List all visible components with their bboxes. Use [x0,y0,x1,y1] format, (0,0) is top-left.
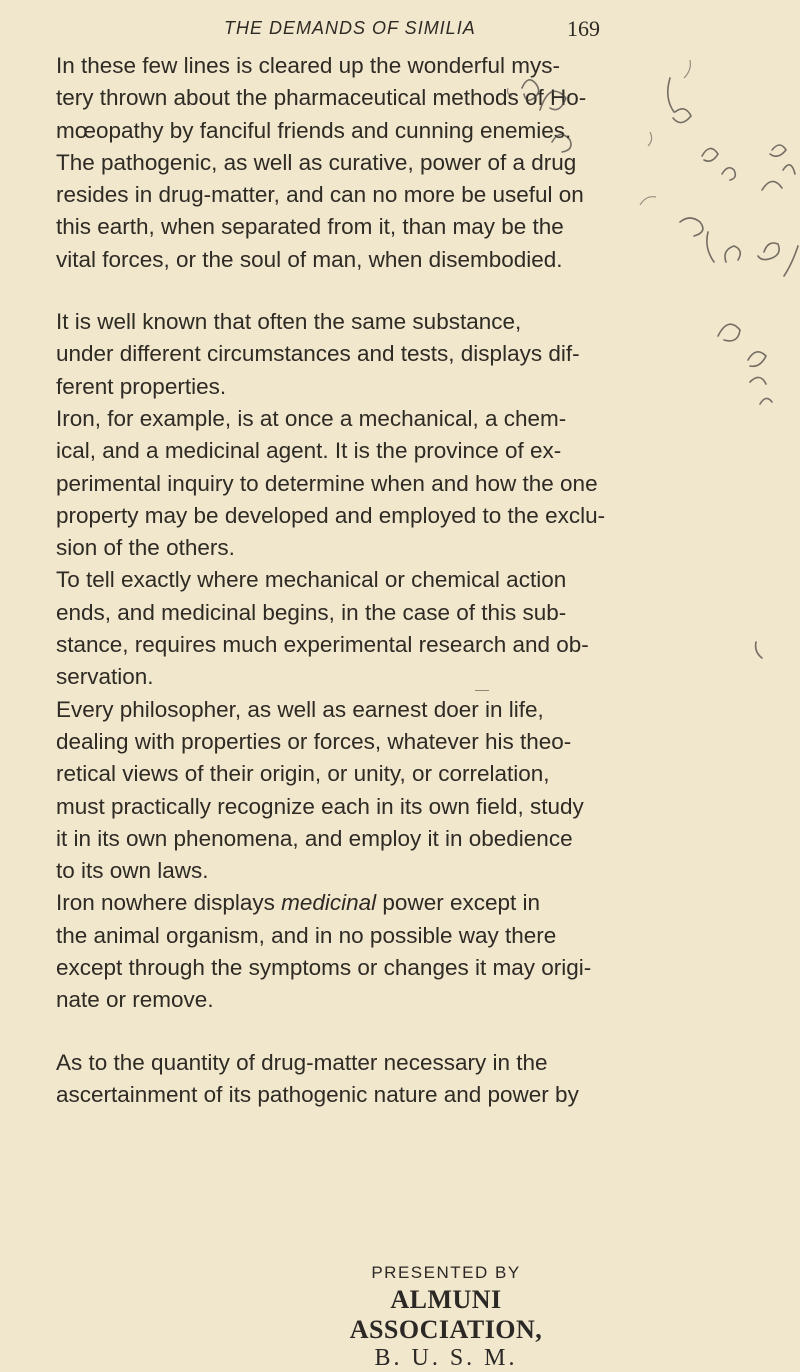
text-line: perimental inquiry to determine when and how the one [56,470,598,496]
text-line: must practically recognize each in its own field, study [56,793,584,819]
text-line: to its own laws. [56,858,209,884]
text-line: To tell exactly where mechanical or chemical action [56,567,567,593]
text-line: Iron, for example, is at once a mechanical, a chem- [56,405,567,431]
text-line: ascertainment of its pathogenic nature and power by [56,1081,579,1107]
running-head: THE DEMANDS OF SIMILIA [224,18,476,38]
text-line: servation. [56,664,154,690]
stamp-presented-by: PRESENTED BY [371,1263,521,1282]
body-text [56,50,768,1111]
stamp-initials: B. U. S. M. [374,1345,518,1371]
pencil-mark [475,690,489,691]
text-line: vital forces, or the soul of man, when disembodied. [56,246,563,272]
text-line: In these few lines is cleared up the wonderful mys- [56,53,560,78]
text-line: It is well known that often the same substance, [56,309,522,335]
text-line: The pathogenic, as well as curative, power of a drug [56,149,577,175]
stamp-association: ALMUNI ASSOCIATION, [349,1285,543,1344]
text-line: retical views of their origin, or unity, or correlation, [56,761,550,787]
text-line: it in its own phenomena, and employ it in obedience [56,825,573,851]
text-line: dealing with properties or forces, whatever his theo- [56,728,572,754]
text-line: tery thrown about the pharmaceutical methods of Ho- [56,85,587,111]
text-line: sion of the others. [56,535,235,561]
text-line: under different circumstances and tests, displays dif- [56,341,580,367]
text-line: Every philosopher, as well as earnest doer in life, [56,696,544,722]
text-line: stance, requires much experimental research and ob- [56,632,589,658]
text-line: mœopathy by fanciful friends and cunning enemies. [56,117,572,143]
text-line: the animal organism, and in no possible way there [56,922,557,948]
text-line: except through the symptoms or changes it may origi- [56,955,592,981]
italic-word: medicinal [281,890,377,916]
text-line: ical, and a medicinal agent. It is the province of ex- [56,438,562,464]
text-run: power except in [376,890,541,916]
text-line [56,887,768,919]
page-number: 169 [567,16,600,41]
text-line: ends, and medicinal begins, in the case of this sub- [56,599,567,625]
text-line: this earth, when separated from it, than may be the [56,214,564,240]
library-stamp [296,1263,596,1372]
text-line: As to the quantity of drug-matter necessary in the [56,1049,548,1075]
text-line: property may be developed and employed to the exclu- [56,502,606,528]
page-header [224,8,764,40]
text-line: nate or remove. [56,987,214,1013]
text-line: resides in drug-matter, and can no more be useful on [56,182,584,208]
text-run: Iron nowhere displays [56,890,282,916]
text-line: ferent properties. [56,373,227,399]
